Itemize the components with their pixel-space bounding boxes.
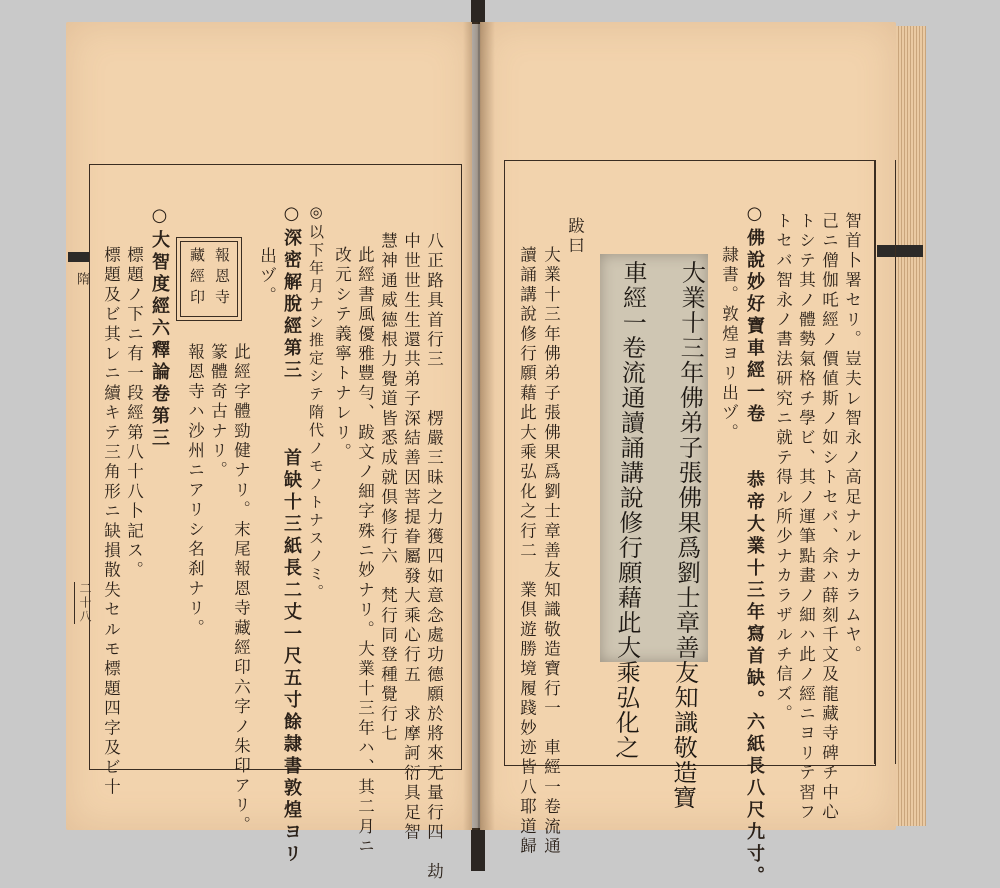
text-column: トセバ智永ノ書法研究ニ就テ得ル所少ナカラザルチ信ズ。 — [773, 212, 793, 725]
facsimile-line: 大業十三年佛弟子張佛果爲劉士章善友知識敬造寶 — [668, 259, 706, 811]
right-margin-rule — [874, 160, 896, 764]
page-edges — [893, 26, 926, 826]
text-column: 智首卜署セリ。豈夫レ智永ノ高足ナルナカラムヤ。 — [842, 212, 862, 666]
edge-tab-marker — [68, 252, 90, 262]
seal-text: 報恩寺 — [213, 247, 231, 310]
text-column: 此經書風優雅豐勻、跋文ノ細字殊ニ妙ナリ。大業十三年ハ、其二月ニ — [355, 246, 375, 857]
running-head: 隋 — [74, 272, 89, 287]
text-column: トシテ其ノ體勢氣格チ學ビ、其ノ運筆點畫ノ細ハ此ノ經ニヨリテ習フ — [796, 212, 816, 823]
binding-spine-bottom — [471, 828, 485, 871]
text-column: 此經字體勁健ナリ。末尾報恩寺藏經印六字ノ朱印アリ。 — [231, 343, 251, 836]
text-column: 慧神通威德根力覺道皆悉成就倶修行六 梵行同登種覺行七 — [378, 232, 398, 745]
section-heading: ○佛說妙好寶車經一卷 恭帝大業十三年寫首缺。六紙長八尺九寸。 — [744, 203, 765, 888]
page-number: 二十八 — [74, 582, 94, 624]
section-heading: ○深密解脫經第三 首缺十三紙長二丈一尺五寸餘隷書敦煌ヨリ — [281, 203, 302, 866]
text-column: ◎以下年月ナシ推定シテ隋代ノモノトナスノミ。 — [307, 203, 325, 602]
text-column: 中世世生生還共弟子深結善因菩提眷屬發大乘心行五 求摩訶衍具足智 — [401, 232, 421, 843]
text-column: 讀誦講說修行願藉此大乘弘化之行二 業倶遊勝境履踐妙迹皆八耶道歸 — [517, 246, 537, 857]
text-column: 報恩寺ハ沙州ニアリシ名刹ナリ。 — [185, 343, 205, 639]
text-column: 出ヅ。 — [257, 247, 277, 307]
text-column: 己ニ僧伽吒經ノ價値斯ノ如シトセバ、余ハ薛刻千文及龍藏寺碑チ中心 — [819, 212, 839, 823]
text-column: 改元シテ義寧トナレリ。 — [332, 246, 352, 463]
section-heading: ○大智度經六釋論卷第三 — [149, 205, 170, 450]
seal-text: 藏經印 — [188, 247, 206, 310]
text-column: 篆體奇古ナリ。 — [208, 343, 228, 481]
text-column: 大業十三年佛弟子張佛果爲劉士章善友知識敬造寶行一 車經一卷流通 — [541, 246, 561, 857]
text-column: 標題及ビ其レニ續キテ三角形ニ缺損散失セルモ標題四字及ビ十 — [101, 246, 121, 798]
binding-spine-top — [471, 0, 485, 24]
text-column: 隷書。敦煌ヨリ出ヅ。 — [719, 246, 739, 443]
text-column: 跋曰 — [565, 217, 585, 257]
gutter-shadow — [463, 22, 495, 830]
text-column: 標題ノ下ニ有一段經第八十八卜記ス。 — [124, 246, 144, 581]
text-column: 八正路具首行三 楞嚴三昧之力獲四如意念處功德願於將來无量行四 劫 — [424, 232, 444, 883]
facsimile-line: 車經一卷流通讀誦講說修行願藉此大乘弘化之 — [610, 259, 648, 761]
